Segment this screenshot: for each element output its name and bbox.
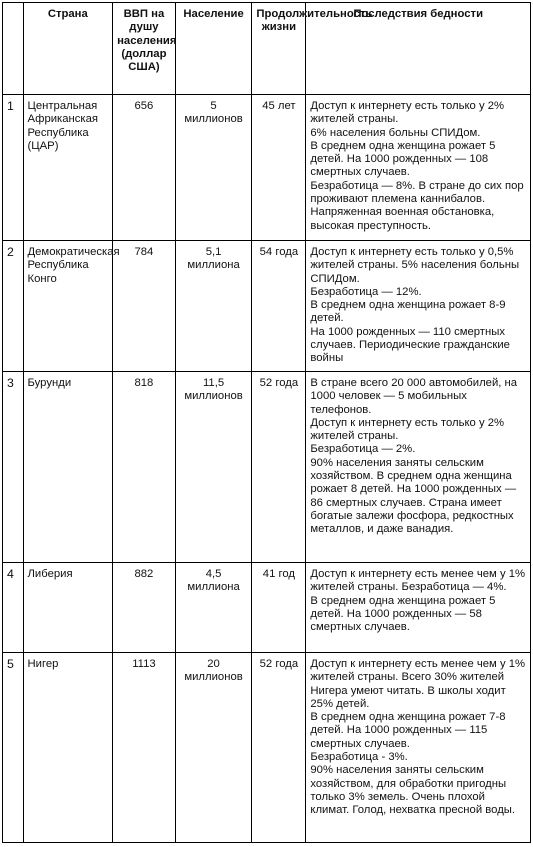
country-cell: Бурунди bbox=[23, 372, 113, 563]
consequence-line: Безработица — 12%. bbox=[310, 285, 422, 298]
consequence-line: 6% населения больны СПИДом. bbox=[310, 126, 481, 139]
consequence-line: Доступ к интернету есть только у 2% жителей страны. bbox=[310, 100, 505, 126]
consequences-cell bbox=[306, 653, 531, 843]
life-cell: 45 лет bbox=[252, 95, 306, 241]
life-cell: 52 года bbox=[252, 653, 306, 843]
consequences-cell bbox=[306, 241, 531, 372]
consequences-cell bbox=[306, 372, 531, 563]
population-cell: 20 миллионов bbox=[175, 653, 252, 843]
consequences-cell bbox=[306, 563, 531, 653]
country-cell: Центральная Африканская Республика (ЦАР) bbox=[23, 95, 113, 241]
row-number: 5 bbox=[3, 653, 24, 843]
consequence-line: Доступ к интернету есть менее чем у 1% жителей страны. Всего 30% жителей Нигера умеют читать. В школы ходит 25% детей. bbox=[310, 658, 526, 710]
table-row bbox=[3, 563, 531, 653]
consequence-line: 90% населения заняты сельским хозяйством. В среднем одна женщина рожает 8 детей. На 1000 рожденных — 86 смертных случаев. Страна имеет богатые залежи фосфора, редкостных металлов, и даже ванадия. bbox=[310, 456, 517, 536]
table-row bbox=[3, 95, 531, 241]
life-cell: 52 года bbox=[252, 372, 306, 563]
poverty-table bbox=[2, 2, 531, 843]
consequence-line: В среднем одна женщина рожает 7-8 детей. На 1000 рожденных — 115 смертных случаев. bbox=[310, 711, 506, 750]
consequence-line: 90% населения заняты сельским хозяйством, для обработки пригодны только 3% земель. Очень плохой климат. Голод, нехватка пресной воды. bbox=[310, 764, 516, 817]
header-consequences: Последствия бедности bbox=[306, 3, 531, 95]
row-number: 4 bbox=[3, 563, 24, 653]
table-row bbox=[3, 241, 531, 372]
consequence-line: В среднем одна женщина рожает 5 детей. На 1000 рожденных — 108 смертных случаев. bbox=[310, 139, 496, 179]
gdp-cell: 818 bbox=[113, 372, 176, 563]
country-cell: Демократическая Республика Конго bbox=[23, 241, 113, 372]
consequence-line: На 1000 рожденных — 110 смертных случаев. Периодические гражданские войны bbox=[310, 325, 510, 365]
population-cell: 4,5 миллиона bbox=[175, 563, 252, 653]
life-cell: 41 год bbox=[252, 563, 306, 653]
consequence-line: В среднем одна женщина рожает 5 детей. На 1000 рожденных — 58 смертных случаев. bbox=[310, 594, 496, 634]
consequence-line: В среднем одна женщина рожает 8-9 детей. bbox=[310, 299, 506, 325]
consequences-cell bbox=[306, 95, 531, 241]
gdp-cell: 656 bbox=[113, 95, 176, 241]
header-life: Продолжительность жизни bbox=[252, 3, 306, 95]
row-number: 3 bbox=[3, 372, 24, 563]
header-population: Население bbox=[175, 3, 252, 95]
gdp-cell: 784 bbox=[113, 241, 176, 372]
table-row bbox=[3, 372, 531, 563]
country-cell: Нигер bbox=[23, 653, 113, 843]
table-row bbox=[3, 653, 531, 843]
consequence-line: Безработица — 8%. В стране до сих пор проживают племена каннибалов. Напряженная военная обстановка, высокая преступность. bbox=[310, 179, 524, 232]
header-num bbox=[3, 3, 24, 95]
consequence-line: Безработица - 3%. bbox=[310, 751, 408, 764]
consequence-line: Доступ к интернету есть только у 0,5% жителей страны. 5% населения больны СПИДом. bbox=[310, 246, 520, 285]
country-cell: Либерия bbox=[23, 563, 113, 653]
life-cell: 54 года bbox=[252, 241, 306, 372]
consequence-line: Доступ к интернету есть только у 2% жителей страны. bbox=[310, 416, 505, 443]
row-number: 1 bbox=[3, 95, 24, 241]
gdp-cell: 1113 bbox=[113, 653, 176, 843]
consequence-line: Доступ к интернету есть менее чем у 1% жителей страны. Безработица — 4%. bbox=[310, 568, 526, 594]
header-country: Страна bbox=[23, 3, 113, 95]
header-row bbox=[3, 3, 531, 95]
row-number: 2 bbox=[3, 241, 24, 372]
gdp-cell: 882 bbox=[113, 563, 176, 653]
consequence-line: В стране всего 20 000 автомобилей, на 1000 человек — 5 мобильных телефонов. bbox=[310, 377, 518, 416]
population-cell: 5 миллионов bbox=[175, 95, 252, 241]
consequence-line: Безработица — 2%. bbox=[310, 443, 416, 456]
population-cell: 5,1 миллиона bbox=[175, 241, 252, 372]
population-cell: 11,5 миллионов bbox=[175, 372, 252, 563]
header-gdp: ВВП на душу населения (доллар США) bbox=[113, 3, 176, 95]
